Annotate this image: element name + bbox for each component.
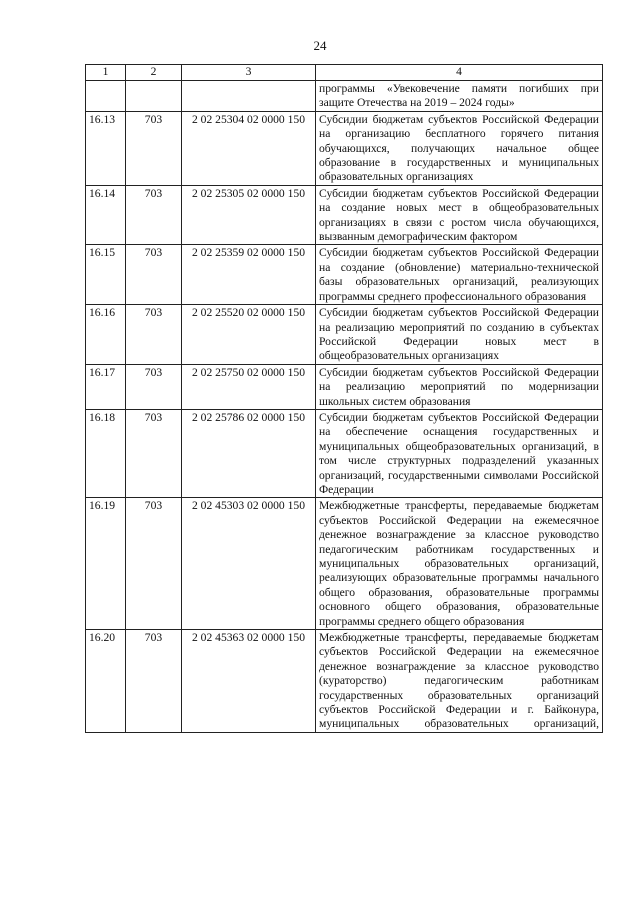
table-row: [86, 364, 603, 409]
row-num-cell: 16.20: [86, 630, 126, 733]
table-row: [86, 409, 603, 497]
table-header-row: [86, 65, 603, 81]
table-row: [86, 630, 603, 733]
row-code-cell: 2 02 25520 02 0000 150: [182, 305, 316, 365]
row-code-cell: 2 02 25750 02 0000 150: [182, 364, 316, 409]
row-code-cell: 2 02 25359 02 0000 150: [182, 245, 316, 305]
row-chapter-cell: 703: [126, 498, 182, 630]
column-header-3: 3: [182, 65, 316, 81]
row-description-cell: программы «Увековечение памяти погибших при защите Отечества на 2019 – 2024 годы»: [316, 81, 603, 112]
row-description-cell: Межбюджетные трансферты, передаваемые бюджетам субъектов Российской Федерации на ежемесячное денежное вознаграждение за классное руководство педагогическим работникам государственных и муниципальных образовательных организаций, реализующих образовательные программы начального общего образования, образовательные программы основного общего образования, образовательные программы среднего общего образования: [316, 498, 603, 630]
row-code-cell: 2 02 25786 02 0000 150: [182, 409, 316, 497]
table-row: [86, 185, 603, 245]
row-num-cell: 16.15: [86, 245, 126, 305]
row-chapter-cell: 703: [126, 111, 182, 185]
row-description-cell: Субсидии бюджетам субъектов Российской Федерации на организацию бесплатного горячего питания обучающихся, получающих начальное общее образование в государственных и муниципальных образовательных организациях: [316, 111, 603, 185]
page-number: 24: [313, 38, 327, 53]
row-chapter-cell: 703: [126, 630, 182, 733]
row-chapter-cell: [126, 81, 182, 112]
row-description-cell: Межбюджетные трансферты, передаваемые бюджетам субъектов Российской Федерации на ежемесячное денежное вознаграждение за классное руководство (кураторство) педагогическим работникам государственных образовательных организаций субъектов Российской Федерации и г. Байконура, муниципальных образовательных организаций,: [316, 630, 603, 733]
row-description-cell: Субсидии бюджетам субъектов Российской Федерации на создание новых мест в общеобразовательных организациях в связи с ростом числа обучающихся, вызванным демографическим фактором: [316, 185, 603, 245]
table-row: [86, 245, 603, 305]
row-num-cell: 16.17: [86, 364, 126, 409]
row-description-cell: Субсидии бюджетам субъектов Российской Федерации на реализацию мероприятий по модернизации школьных систем образования: [316, 364, 603, 409]
row-chapter-cell: 703: [126, 185, 182, 245]
row-chapter-cell: 703: [126, 364, 182, 409]
row-description-cell: Субсидии бюджетам субъектов Российской Федерации на обеспечение оснащения государственных и муниципальных общеобразовательных организаций, в том числе структурных подразделений указанных организаций, государственными символами Российской Федерации: [316, 409, 603, 497]
table-row: [86, 111, 603, 185]
column-header-1: 1: [86, 65, 126, 81]
row-description-cell: Субсидии бюджетам субъектов Российской Федерации на создание (обновление) материально-технической базы образовательных организаций, реализующих программы среднего профессионального образования: [316, 245, 603, 305]
row-chapter-cell: 703: [126, 305, 182, 365]
row-chapter-cell: 703: [126, 245, 182, 305]
row-code-cell: 2 02 45303 02 0000 150: [182, 498, 316, 630]
table-row-continuation: [86, 81, 603, 112]
table-row: [86, 305, 603, 365]
row-num-cell: 16.18: [86, 409, 126, 497]
row-code-cell: [182, 81, 316, 112]
row-code-cell: 2 02 45363 02 0000 150: [182, 630, 316, 733]
row-num-cell: [86, 81, 126, 112]
row-num-cell: 16.19: [86, 498, 126, 630]
table-row: [86, 498, 603, 630]
row-num-cell: 16.13: [86, 111, 126, 185]
column-header-2: 2: [126, 65, 182, 81]
row-num-cell: 16.16: [86, 305, 126, 365]
row-num-cell: 16.14: [86, 185, 126, 245]
budget-codes-table: [85, 64, 603, 733]
row-description-cell: Субсидии бюджетам субъектов Российской Федерации на реализацию мероприятий по созданию в субъектах Российской Федерации новых мест в общеобразовательных организациях: [316, 305, 603, 365]
column-header-4: 4: [316, 65, 603, 81]
row-code-cell: 2 02 25304 02 0000 150: [182, 111, 316, 185]
row-code-cell: 2 02 25305 02 0000 150: [182, 185, 316, 245]
row-chapter-cell: 703: [126, 409, 182, 497]
